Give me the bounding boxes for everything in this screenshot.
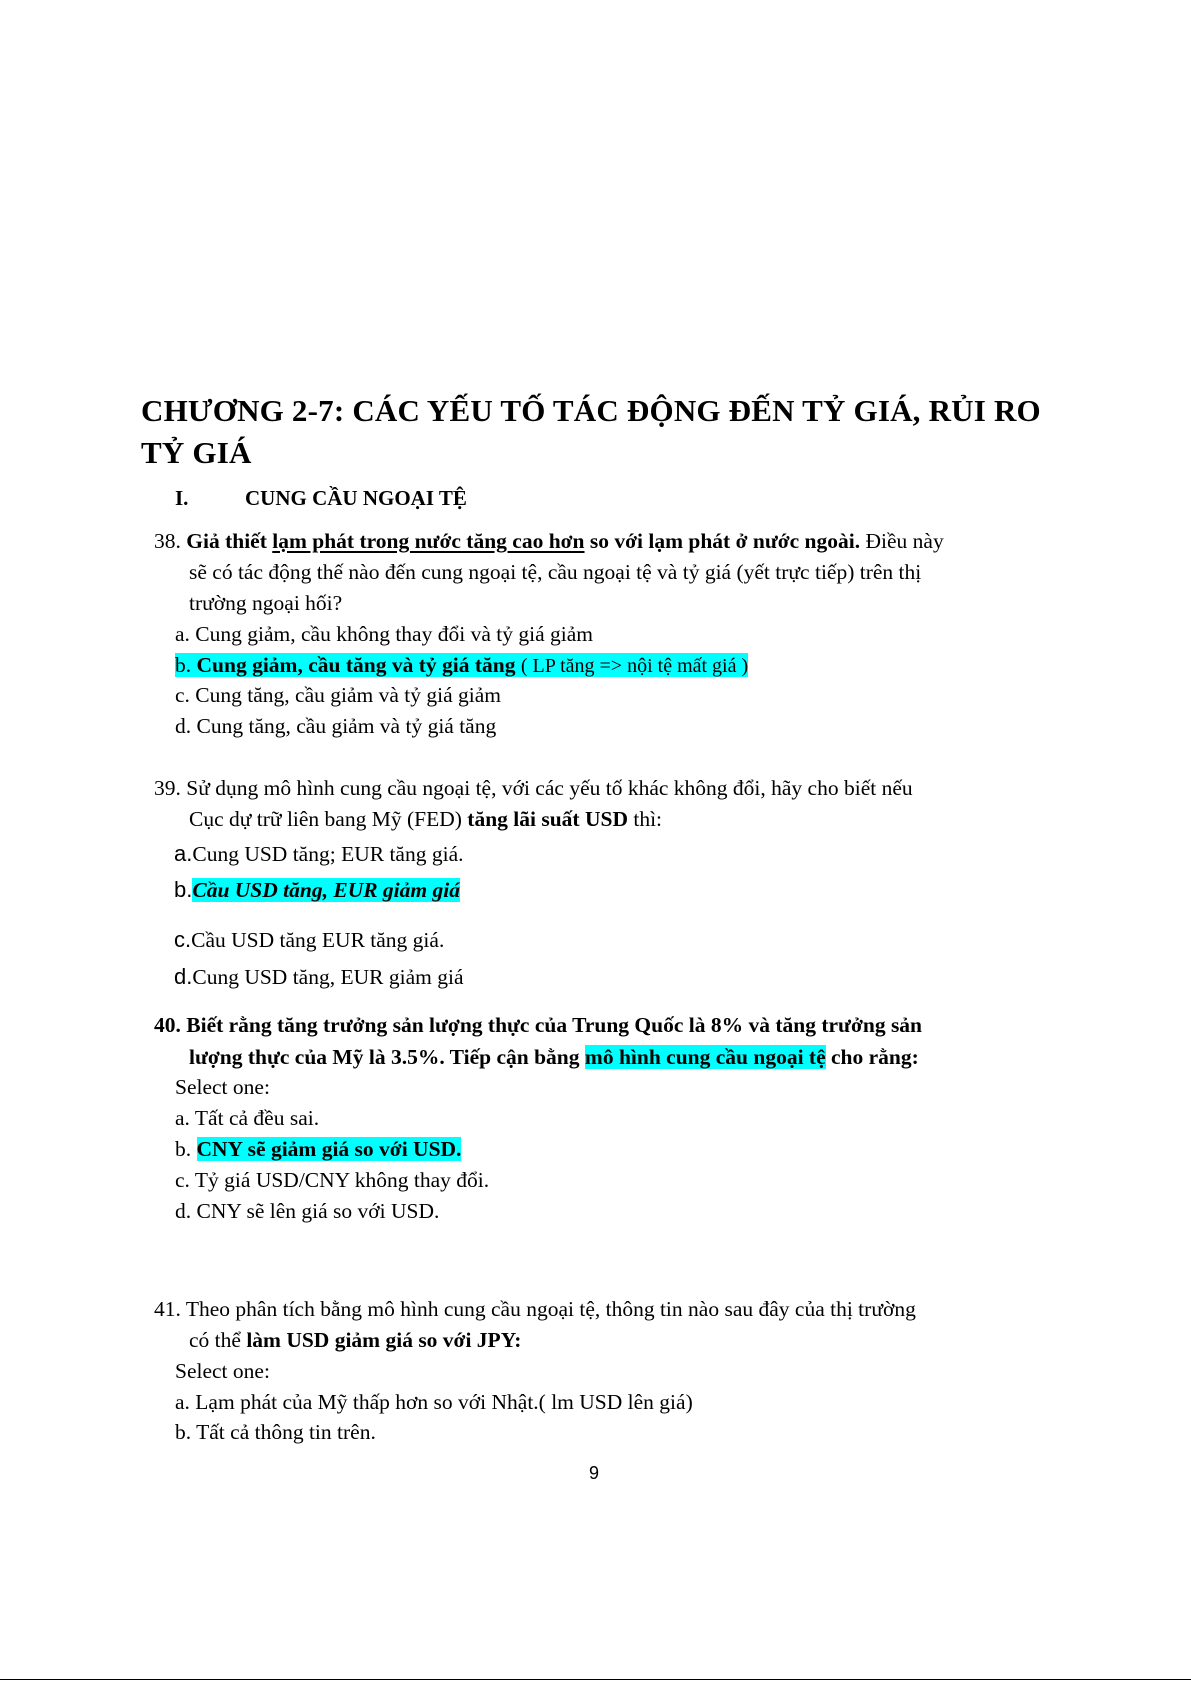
- q40-answer: CNY sẽ giảm giá so với USD.: [196, 1137, 462, 1161]
- question-39-line2: Cục dự trữ liên bang Mỹ (FED) tăng lãi suất USD thì:: [189, 807, 663, 831]
- question-41-line1: 41. Theo phân tích bằng mô hình cung cầu ngoại tệ, thông tin nào sau đây của thị trường: [154, 1297, 916, 1321]
- question-number: 38.: [154, 529, 181, 553]
- q38-lead: Giả thiết: [186, 529, 267, 553]
- q39-option-a: a.Cung USD tăng; EUR tăng giá.: [174, 841, 464, 866]
- question-38-line1: [154, 531, 944, 553]
- q38-option-d: d. Cung tăng, cầu giảm và tỷ giá tăng: [175, 714, 497, 738]
- question-40-line1: 40. Biết rằng tăng trưởng sản lượng thực của Trung Quốc là 8% và tăng trưởng sản: [154, 1013, 923, 1037]
- question-number: 41.: [154, 1297, 181, 1321]
- q38-underlined: lạm phát trong nước tăng cao hơn: [272, 529, 585, 553]
- q40-option-a: a. Tất cả đều sai.: [175, 1106, 320, 1130]
- q38-answer: Cung giảm, cầu tăng và tỷ giá tăng: [196, 653, 516, 677]
- q38-tail: Điều này: [865, 529, 944, 553]
- question-40-line2: lượng thực của Mỹ là 3.5%. Tiếp cận bằng mô hình cung cầu ngoại tệ cho rằng:: [189, 1045, 919, 1069]
- q40-option-d: d. CNY sẽ lên giá so với USD.: [175, 1199, 440, 1223]
- q39-answer: Cầu USD tăng, EUR giảm giá: [192, 878, 460, 902]
- q41-select-one: Select one:: [175, 1359, 270, 1383]
- question-38-line3: trường ngoại hối?: [189, 591, 343, 615]
- q41-option-a: a. Lạm phát của Mỹ thấp hơn so với Nhật.( lm USD lên giá): [175, 1390, 693, 1414]
- q38-answer-note: ( LP tăng => nội tệ mất giá ): [520, 655, 749, 677]
- chapter-title-line2: TỶ GIÁ: [141, 435, 252, 470]
- page-number: 9: [589, 1463, 600, 1483]
- q39-bold: tăng lãi suất USD: [467, 807, 628, 831]
- q39-option-b: b.Cầu USD tăng, EUR giảm giá: [174, 877, 460, 902]
- q39-option-c: c.Cầu USD tăng EUR tăng giá.: [174, 927, 445, 952]
- q38-mid: so với lạm phát ở nước ngoài.: [589, 529, 861, 553]
- q41-bold: làm USD giảm giá so với JPY:: [246, 1328, 522, 1352]
- q38-option-c: c. Cung tăng, cầu giảm và tỷ giá giảm: [175, 683, 501, 707]
- q39-option-d: d.Cung USD tăng, EUR giảm giá: [174, 964, 464, 989]
- q38-option-b-highlight: b. Cung giảm, cầu tăng và tỷ giá tăng ( LP tăng => nội tệ mất giá ): [175, 653, 749, 677]
- q38-option-a: a. Cung giảm, cầu không thay đổi và tỷ giá giảm: [175, 622, 593, 646]
- question-41-line2: có thể làm USD giảm giá so với JPY:: [189, 1328, 522, 1352]
- page-bottom-divider: [0, 1679, 1191, 1680]
- q41-option-b: b. Tất cả thông tin trên.: [175, 1420, 376, 1444]
- chapter-title-line1: CHƯƠNG 2-7: CÁC YẾU TỐ TÁC ĐỘNG ĐẾN TỶ GIÁ, RỦI RO: [141, 393, 1041, 428]
- question-number: 39.: [154, 776, 181, 800]
- section-title: CUNG CẦU NGOẠI TỆ: [245, 486, 467, 510]
- q40-option-c: c. Tỷ giá USD/CNY không thay đổi.: [175, 1168, 490, 1192]
- section-number: I.: [175, 486, 189, 510]
- question-number: 40.: [154, 1013, 181, 1037]
- question-38-line2: sẽ có tác động thế nào đến cung ngoại tệ, cầu ngoại tệ và tỷ giá (yết trực tiếp) trên thị: [189, 560, 922, 584]
- q40-select-one: Select one:: [175, 1075, 270, 1099]
- q40-highlight: mô hình cung cầu ngoại tệ: [584, 1045, 826, 1069]
- question-39-line1: 39. Sử dụng mô hình cung cầu ngoại tệ, với các yếu tố khác không đổi, hãy cho biết nếu: [154, 776, 913, 800]
- q38-option-b: [175, 655, 748, 677]
- q40-option-b: b. CNY sẽ giảm giá so với USD.: [175, 1137, 462, 1161]
